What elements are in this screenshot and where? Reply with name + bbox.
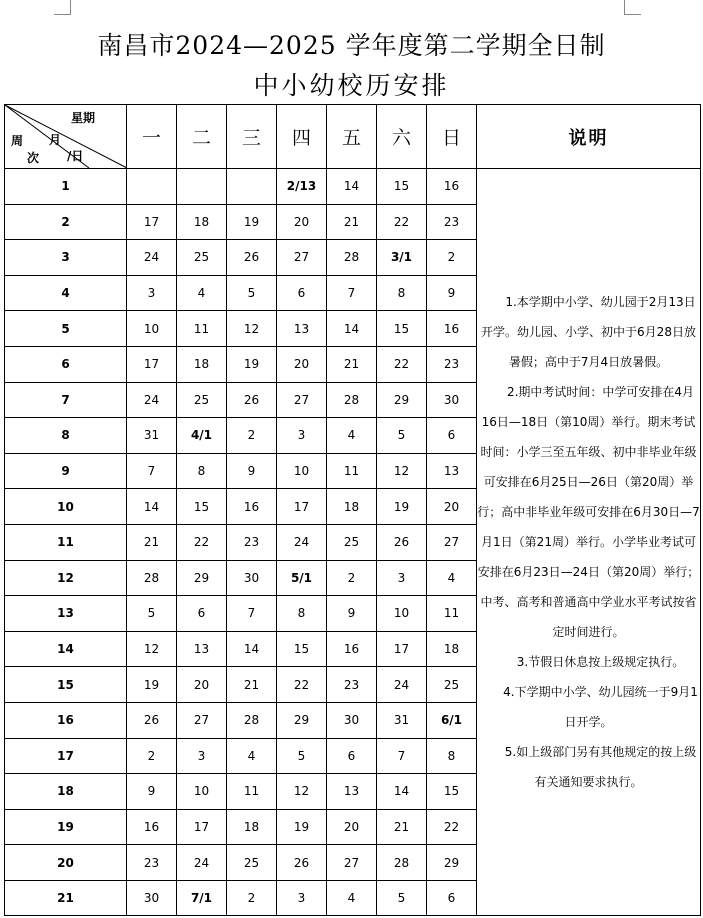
day-cell: 15	[277, 631, 327, 667]
day-cell: 28	[227, 702, 277, 738]
day-cell: 2	[127, 738, 177, 774]
day-cell: 24	[177, 845, 227, 881]
weekday-header-mon: 一	[127, 105, 177, 169]
day-cell: 24	[277, 524, 327, 560]
day-cell: 17	[177, 809, 227, 845]
corner-header-cell	[5, 105, 127, 169]
day-cell: 24	[127, 382, 177, 418]
week-number-cell: 21	[5, 880, 127, 916]
day-cell: 10	[277, 453, 327, 489]
day-cell: 19	[227, 204, 277, 240]
day-cell: 6	[277, 275, 327, 311]
day-cell: 10	[177, 774, 227, 810]
day-cell: 11	[427, 596, 477, 632]
day-cell: 13	[427, 453, 477, 489]
note-paragraph: 2.期中考试时间：中学可安排在4月16日—18日（第10周）举行。期末考试时间：小学三至五年级、初中非毕业年级可安排在6月25日—26日（第20周）举行；高中非毕业年级可安排在6月30日—7月1日（第21周）举行。小学毕业考试可安排在6月23日—24日（第20周）举行；中考、高考和普通高中学业水平考试按省定时间进行。	[477, 385, 700, 640]
week-number-cell: 12	[5, 560, 127, 596]
day-cell: 18	[327, 489, 377, 525]
day-cell: 12	[227, 311, 277, 347]
weekday-header-tue: 二	[177, 105, 227, 169]
week-number-cell: 5	[5, 311, 127, 347]
day-cell: 26	[277, 845, 327, 881]
corner-diagonal-lines	[5, 105, 127, 168]
weekday-header-wed: 三	[227, 105, 277, 169]
day-cell: 5	[277, 738, 327, 774]
corner-week-label: 星期	[71, 111, 96, 125]
day-cell: 30	[427, 382, 477, 418]
day-cell: 25	[177, 382, 227, 418]
day-cell: 22	[427, 809, 477, 845]
day-cell: 29	[377, 382, 427, 418]
day-cell: 11	[227, 774, 277, 810]
school-calendar-table	[4, 104, 701, 916]
day-cell: 2	[227, 418, 277, 454]
day-cell: 6/1	[427, 702, 477, 738]
day-cell: 12	[277, 774, 327, 810]
day-cell: 28	[327, 382, 377, 418]
day-cell: 3	[177, 738, 227, 774]
day-cell: 5	[377, 880, 427, 916]
day-cell: 30	[127, 880, 177, 916]
day-cell: 21	[377, 809, 427, 845]
day-cell: 13	[327, 774, 377, 810]
day-cell: 25	[327, 524, 377, 560]
day-cell: 2	[327, 560, 377, 596]
week-number-cell: 11	[5, 524, 127, 560]
day-cell: 9	[227, 453, 277, 489]
day-cell: 3	[277, 880, 327, 916]
day-cell: 3	[127, 275, 177, 311]
week-number-cell: 17	[5, 738, 127, 774]
day-cell: 7	[127, 453, 177, 489]
day-cell: 15	[427, 774, 477, 810]
week-number-cell: 8	[5, 418, 127, 454]
week-number-cell: 9	[5, 453, 127, 489]
day-cell: 2	[227, 880, 277, 916]
day-cell: 7	[327, 275, 377, 311]
week-number-cell: 1	[5, 169, 127, 205]
day-cell: 5	[227, 275, 277, 311]
day-cell: 30	[327, 702, 377, 738]
day-cell: 2	[427, 240, 477, 276]
day-cell: 22	[277, 667, 327, 703]
notes-cell	[477, 169, 701, 916]
header-row	[5, 105, 701, 169]
day-cell: 28	[127, 560, 177, 596]
week-number-cell: 18	[5, 774, 127, 810]
day-cell: 9	[127, 774, 177, 810]
weekday-header-fri: 五	[327, 105, 377, 169]
week-number-cell: 19	[5, 809, 127, 845]
day-cell: 18	[177, 346, 227, 382]
document-title-line1: 南昌市2024—2025 学年度第二学期全日制	[97, 31, 606, 60]
day-cell: 28	[327, 240, 377, 276]
week-number-cell: 7	[5, 382, 127, 418]
day-cell: 6	[327, 738, 377, 774]
corner-month-label: 月	[49, 133, 62, 147]
day-cell: 27	[327, 845, 377, 881]
day-cell: 27	[277, 240, 327, 276]
day-cell: 19	[377, 489, 427, 525]
day-cell: 11	[327, 453, 377, 489]
day-cell: 21	[227, 667, 277, 703]
day-cell: 11	[177, 311, 227, 347]
day-cell: 25	[227, 845, 277, 881]
day-cell: 15	[177, 489, 227, 525]
day-cell: 8	[427, 738, 477, 774]
day-cell: 28	[377, 845, 427, 881]
day-cell: 18	[177, 204, 227, 240]
day-cell: 14	[227, 631, 277, 667]
day-cell: 14	[127, 489, 177, 525]
note-paragraph: 4.下学期中小学、幼儿园统一于9月1日开学。	[503, 685, 698, 730]
day-cell: 19	[227, 346, 277, 382]
day-cell: 13	[177, 631, 227, 667]
day-cell	[177, 169, 227, 205]
day-cell: 17	[377, 631, 427, 667]
crop-mark-top-right	[624, 0, 641, 15]
day-cell: 6	[177, 596, 227, 632]
day-cell: 8	[377, 275, 427, 311]
weekday-header-thu: 四	[277, 105, 327, 169]
day-cell: 31	[377, 702, 427, 738]
day-cell: 17	[127, 346, 177, 382]
document-title-line2: 中小幼校历安排	[253, 71, 450, 100]
week-number-cell: 2	[5, 204, 127, 240]
day-cell: 16	[427, 169, 477, 205]
weekday-header-sun: 日	[427, 105, 477, 169]
day-cell	[227, 169, 277, 205]
day-cell: 3/1	[377, 240, 427, 276]
day-cell: 20	[277, 204, 327, 240]
crop-mark-top-left	[54, 0, 71, 15]
day-cell: 20	[427, 489, 477, 525]
day-cell: 14	[377, 774, 427, 810]
week-number-cell: 10	[5, 489, 127, 525]
day-cell: 24	[127, 240, 177, 276]
day-cell: 26	[127, 702, 177, 738]
day-cell: 26	[377, 524, 427, 560]
day-cell: 4/1	[177, 418, 227, 454]
week-number-cell: 20	[5, 845, 127, 881]
corner-zhou-label: 周	[11, 134, 24, 148]
day-cell: 29	[277, 702, 327, 738]
day-cell: 25	[177, 240, 227, 276]
day-cell: 27	[177, 702, 227, 738]
note-paragraph: 3.节假日休息按上级规定执行。	[516, 655, 685, 670]
day-cell: 21	[127, 524, 177, 560]
day-cell: 20	[327, 809, 377, 845]
day-cell: 19	[277, 809, 327, 845]
day-cell: 2/13	[277, 169, 327, 205]
day-cell: 8	[177, 453, 227, 489]
day-cell: 8	[277, 596, 327, 632]
week-number-cell: 3	[5, 240, 127, 276]
day-cell: 4	[177, 275, 227, 311]
day-cell: 26	[227, 382, 277, 418]
week-number-cell: 16	[5, 702, 127, 738]
day-cell: 5	[127, 596, 177, 632]
notes-header: 说明	[477, 105, 701, 169]
day-cell: 4	[227, 738, 277, 774]
day-cell: 9	[327, 596, 377, 632]
week-number-cell: 15	[5, 667, 127, 703]
day-cell: 16	[327, 631, 377, 667]
day-cell: 26	[227, 240, 277, 276]
day-cell: 17	[127, 204, 177, 240]
day-cell: 19	[127, 667, 177, 703]
day-cell: 15	[377, 169, 427, 205]
day-cell: 4	[327, 418, 377, 454]
day-cell: 3	[277, 418, 327, 454]
week-number-cell: 14	[5, 631, 127, 667]
day-cell: 23	[427, 204, 477, 240]
day-cell: 17	[277, 489, 327, 525]
note-paragraph: 1.本学期中小学、幼儿园于2月13日开学。幼儿园、小学、初中于6月28日放暑假；高中于7月4日放暑假。	[481, 295, 696, 370]
day-cell: 22	[177, 524, 227, 560]
day-cell: 20	[177, 667, 227, 703]
note-paragraph: 5.如上级部门另有其他规定的按上级有关通知要求执行。	[504, 745, 697, 790]
day-cell: 3	[377, 560, 427, 596]
day-cell: 5	[377, 418, 427, 454]
day-cell: 5/1	[277, 560, 327, 596]
calendar-body	[5, 169, 701, 916]
week-row	[5, 169, 701, 205]
day-cell: 25	[427, 667, 477, 703]
day-cell: 21	[327, 346, 377, 382]
day-cell: 16	[227, 489, 277, 525]
day-cell: 31	[127, 418, 177, 454]
day-cell: 14	[327, 311, 377, 347]
day-cell: 23	[227, 524, 277, 560]
day-cell: 22	[377, 346, 427, 382]
day-cell: 10	[127, 311, 177, 347]
day-cell: 16	[127, 809, 177, 845]
day-cell: 24	[377, 667, 427, 703]
day-cell: 18	[227, 809, 277, 845]
day-cell: 10	[377, 596, 427, 632]
day-cell: 23	[327, 667, 377, 703]
day-cell: 7	[377, 738, 427, 774]
day-cell: 7/1	[177, 880, 227, 916]
day-cell: 9	[427, 275, 477, 311]
day-cell: 4	[427, 560, 477, 596]
day-cell: 13	[277, 311, 327, 347]
day-cell: 29	[177, 560, 227, 596]
day-cell: 6	[427, 418, 477, 454]
day-cell: 20	[277, 346, 327, 382]
day-cell: 23	[427, 346, 477, 382]
day-cell: 30	[227, 560, 277, 596]
day-cell: 4	[327, 880, 377, 916]
day-cell: 22	[377, 204, 427, 240]
week-number-cell: 6	[5, 346, 127, 382]
day-cell: 18	[427, 631, 477, 667]
day-cell: 15	[377, 311, 427, 347]
corner-ci-label: 次	[27, 151, 40, 165]
day-cell: 12	[377, 453, 427, 489]
week-number-cell: 13	[5, 596, 127, 632]
week-number-cell: 4	[5, 275, 127, 311]
day-cell: 21	[327, 204, 377, 240]
day-cell: 7	[227, 596, 277, 632]
day-cell: 27	[277, 382, 327, 418]
day-cell: 12	[127, 631, 177, 667]
weekday-header-sat: 六	[377, 105, 427, 169]
day-cell: 23	[127, 845, 177, 881]
day-cell: 29	[427, 845, 477, 881]
day-cell: 6	[427, 880, 477, 916]
day-cell: 16	[427, 311, 477, 347]
day-cell	[127, 169, 177, 205]
day-cell: 27	[427, 524, 477, 560]
day-cell: 14	[327, 169, 377, 205]
corner-day-label: /日	[67, 149, 84, 163]
